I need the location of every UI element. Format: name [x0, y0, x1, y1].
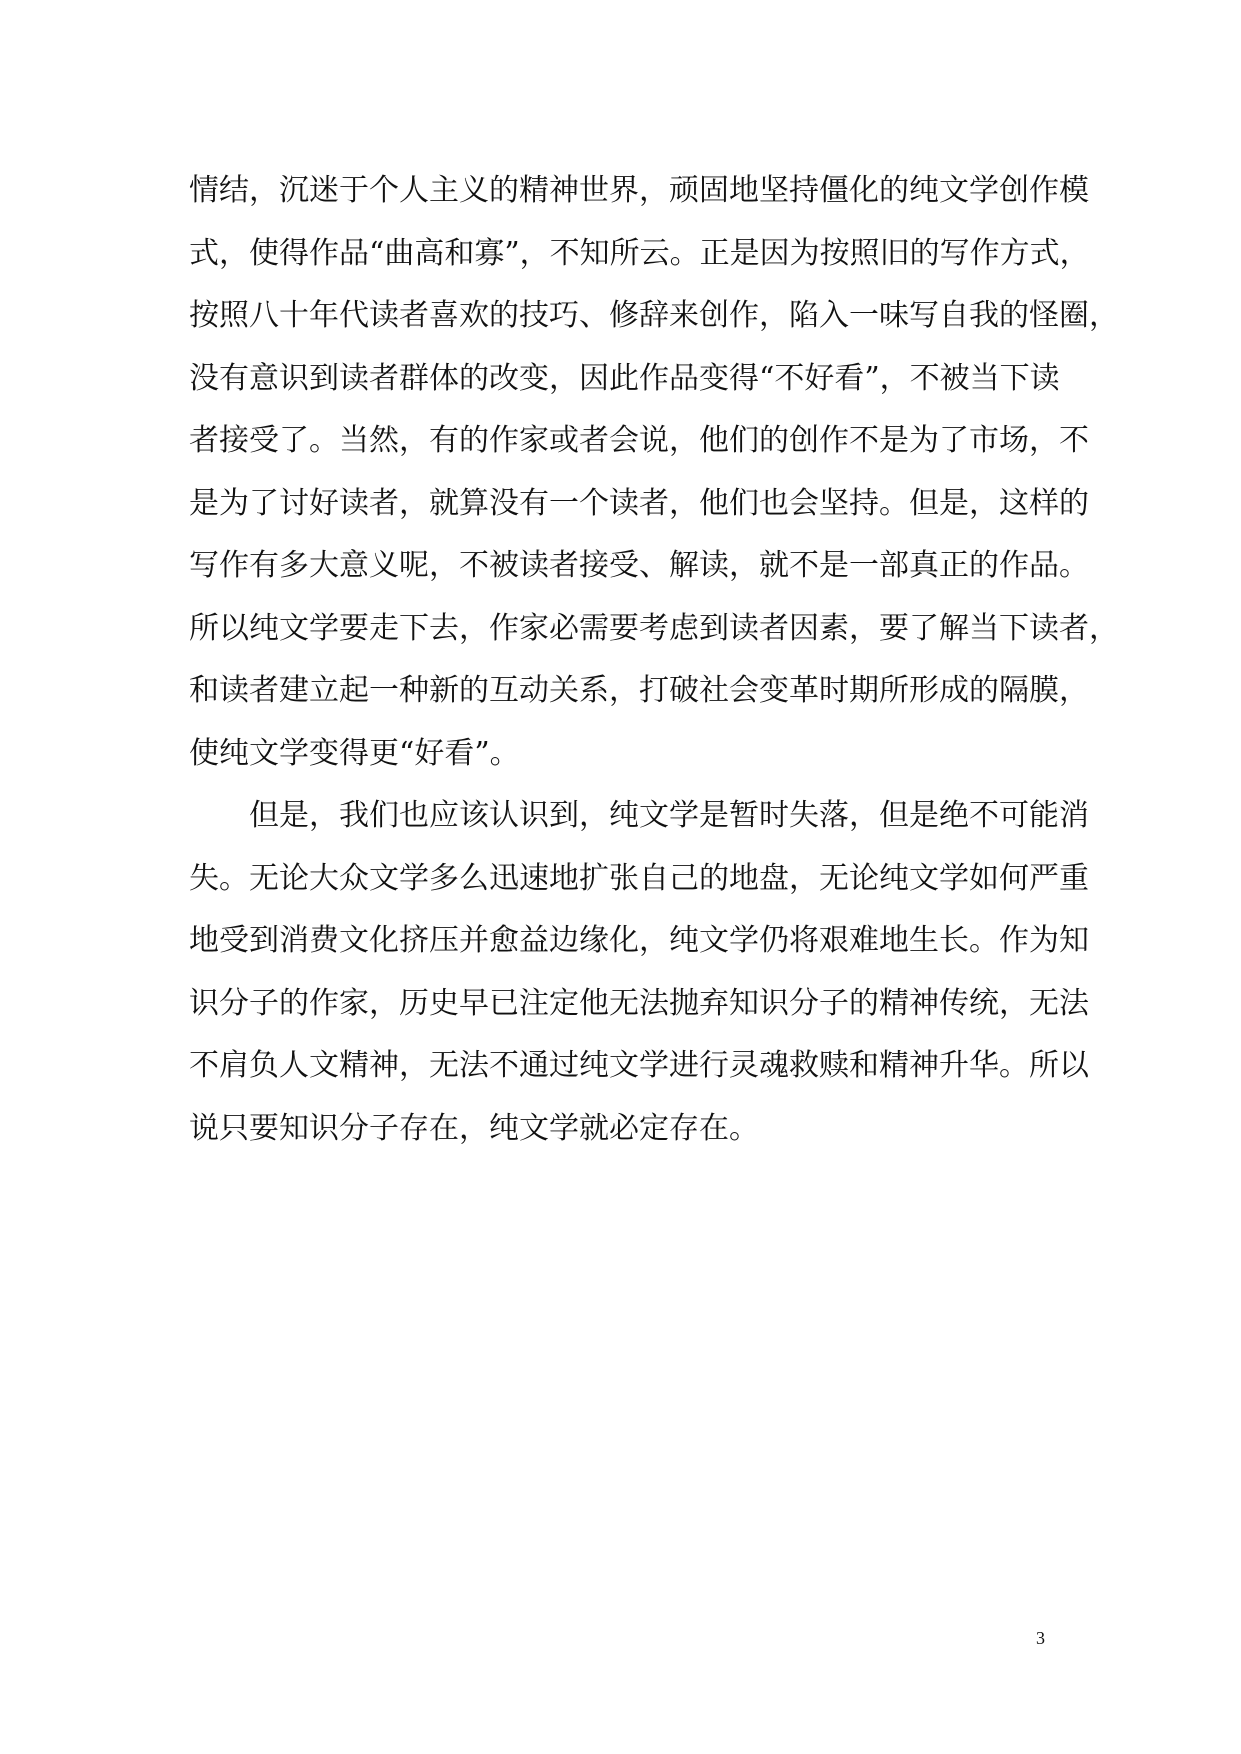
text-line: 失。无论大众文学多么迅速地扩张自己的地盘，无论纯文学如何严重	[189, 860, 1089, 896]
text-line: 不肩负人文精神，无法不通过纯文学进行灵魂救赎和精神升华。所以	[189, 1048, 1089, 1083]
text-line: 地受到消费文化挤压并愈益边缘化，纯文学仍将艰难地生长。作为知	[189, 923, 1089, 958]
text-line: 按照八十年代读者喜欢的技巧、修辞来创作，陷入一味写自我的怪圈，	[189, 298, 1119, 333]
text-line: 使纯文学变得更“好看”。	[189, 735, 520, 771]
text-line: 没有意识到读者群体的改变，因此作品变得“不好看”，不被当下读	[189, 360, 1060, 396]
body-text	[189, 160, 1119, 1160]
text-line: 和读者建立起一种新的互动关系，打破社会变革时期所形成的隔膜，	[189, 673, 1089, 708]
text-line: 式，使得作品“曲高和寡”，不知所云。正是因为按照旧的写作方式，	[189, 235, 1090, 271]
text-line: 所以纯文学要走下去，作家必需要考虑到读者因素，要了解当下读者，	[189, 610, 1119, 646]
paragraph-1	[189, 160, 1119, 785]
page-number: 3	[1036, 1628, 1045, 1648]
text-line: 情结，沉迷于个人主义的精神世界，顽固地坚持僵化的纯文学创作模	[189, 173, 1089, 208]
text-line: 者接受了。当然，有的作家或者会说，他们的创作不是为了市场，不	[189, 423, 1089, 458]
paragraph-2	[189, 785, 1089, 1160]
text-line: 但是，我们也应该认识到，纯文学是暂时失落，但是绝不可能消	[249, 798, 1089, 833]
text-line: 是为了讨好读者，就算没有一个读者，他们也会坚持。但是，这样的	[189, 485, 1089, 521]
text-line: 说只要知识分子存在，纯文学就必定存在。	[189, 1110, 759, 1146]
text-line: 写作有多大意义呢，不被读者接受、解读，就不是一部真正的作品。	[189, 548, 1089, 583]
text-line: 识分子的作家，历史早已注定他无法抛弃知识分子的精神传统，无法	[189, 985, 1089, 1021]
